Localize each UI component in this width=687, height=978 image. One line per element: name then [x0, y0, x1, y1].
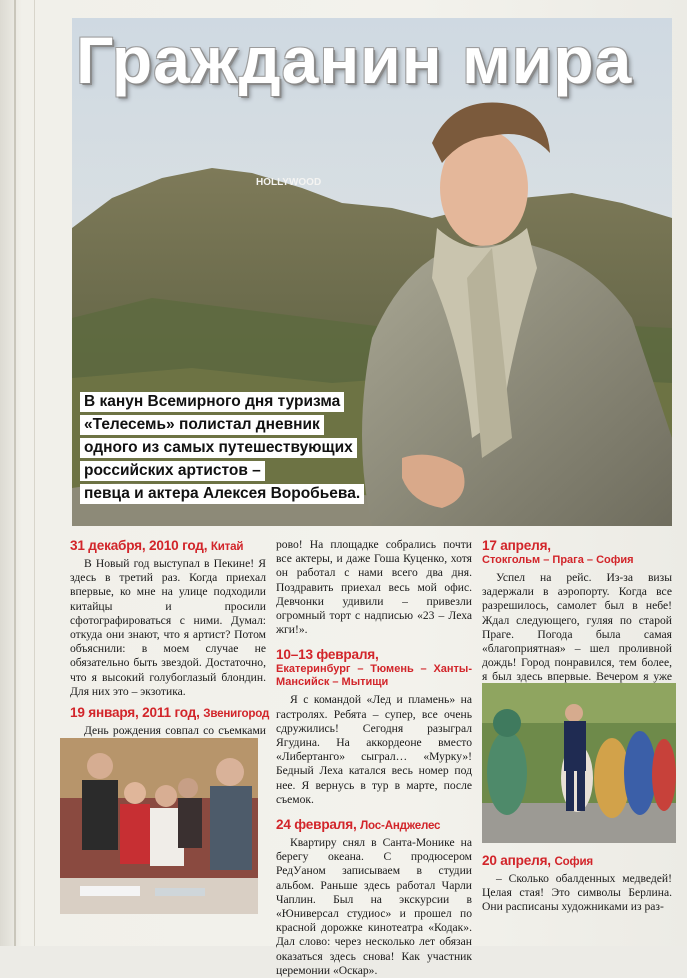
hollywood-sign: HOLLYWOOD: [256, 177, 322, 188]
entry-text: День рождения совпал со съемками: [84, 724, 266, 738]
entry-date: 10–13 февраля,: [276, 647, 379, 663]
entry-route: Екатеринбург – Тюмень – Ханты-Мансийск – Мытищи: [276, 663, 472, 689]
lead-paragraph: [80, 392, 380, 507]
entry-date: 20 апреля, София: [482, 853, 593, 868]
berlin-bears-photo: [482, 683, 676, 843]
lead-line: В канун Всемирного дня туризма: [80, 392, 344, 412]
entry-text: Я с командой «Лед и пламень» на гастролях. Ребята – супер, все очень сдружились! Сегодня разыграл Ягудина. На аккордеоне вместо «Либертанго» сыграл… «Мурку»! Бедный Леха катался весь номер под нее. Я вернусь в тур в марте, после съемок.: [276, 693, 472, 806]
headline: Гражданин мира: [76, 23, 633, 97]
entry-text: Квартиру снял в Санта-Монике на берегу океана. С продюсером РедУаном записываем в студии альбом. Раньше здесь работал Чарли Чаплин. Был на экскурсии в «Юниверсал студиос» и прошел по красной дорожке кинотеатра «Кодак». Дал слово: через несколько лет обязан оказаться здесь снова! Как участник церемонии «Оскар».: [276, 836, 472, 977]
column-3: [482, 538, 672, 699]
lead-line: «Телесемь» полистал дневник: [80, 415, 324, 435]
entry-text: Успел на рейс. Из-за визы задержали в аэропорту. Когда все разрешилось, самолет был в небе! Ждал следующего, гуляя по старой Праге. Погода была самая «благоприятная» – шел проливной дождь! Город понравился, тем более, я был здесь впервые. Вечером я уже: [482, 571, 672, 684]
entry-date: 17 апреля,: [482, 538, 551, 553]
column-3-bottom: [482, 853, 672, 915]
lead-line: одного из самых путешествующих: [80, 438, 357, 458]
lead-line: российских артистов –: [80, 461, 265, 481]
column-1: [70, 538, 270, 752]
entry-date: 24 февраля, Лос-Анджелес: [276, 817, 441, 833]
entry-route: Стокгольм – Прага – София: [482, 554, 634, 566]
birthday-photo: [60, 738, 258, 914]
entry-text: В Новый год выступал в Пекине! Я здесь в третий раз. Когда приехал впервые, ко мне на улице подходили китайцы и просили сфотографироваться с ними. Думал: откуда они знают, что я артист? Потом объяснили: в моем случае не обязательно быть звездой. Достаточно, что я высокий голубоглазый блондин. Для них это – экзотика.: [70, 557, 266, 698]
entry-text: – Сколько обалденных медведей! Целая стая! Это символы Берлина. Они расписаны художниками из раз-: [482, 872, 672, 914]
page-fold-shadow: [34, 0, 35, 946]
entry-text: рово! На площадке собрались почти все актеры, и даже Гоша Куценко, хотя он работал с нами всего два дня. Поздравить приехал весь мой офис. Девчонки удивили – привезли огромный торт с надписью «23 – Леха жги!».: [276, 538, 472, 637]
column-2: [276, 538, 472, 978]
entry-date: 31 декабря, 2010 год, Китай: [70, 538, 244, 553]
entry-date: 19 января, 2011 год, Звенигород: [70, 705, 270, 721]
lead-line: певца и актера Алексея Воробьева.: [80, 484, 364, 504]
page-fold-line: [14, 0, 16, 946]
